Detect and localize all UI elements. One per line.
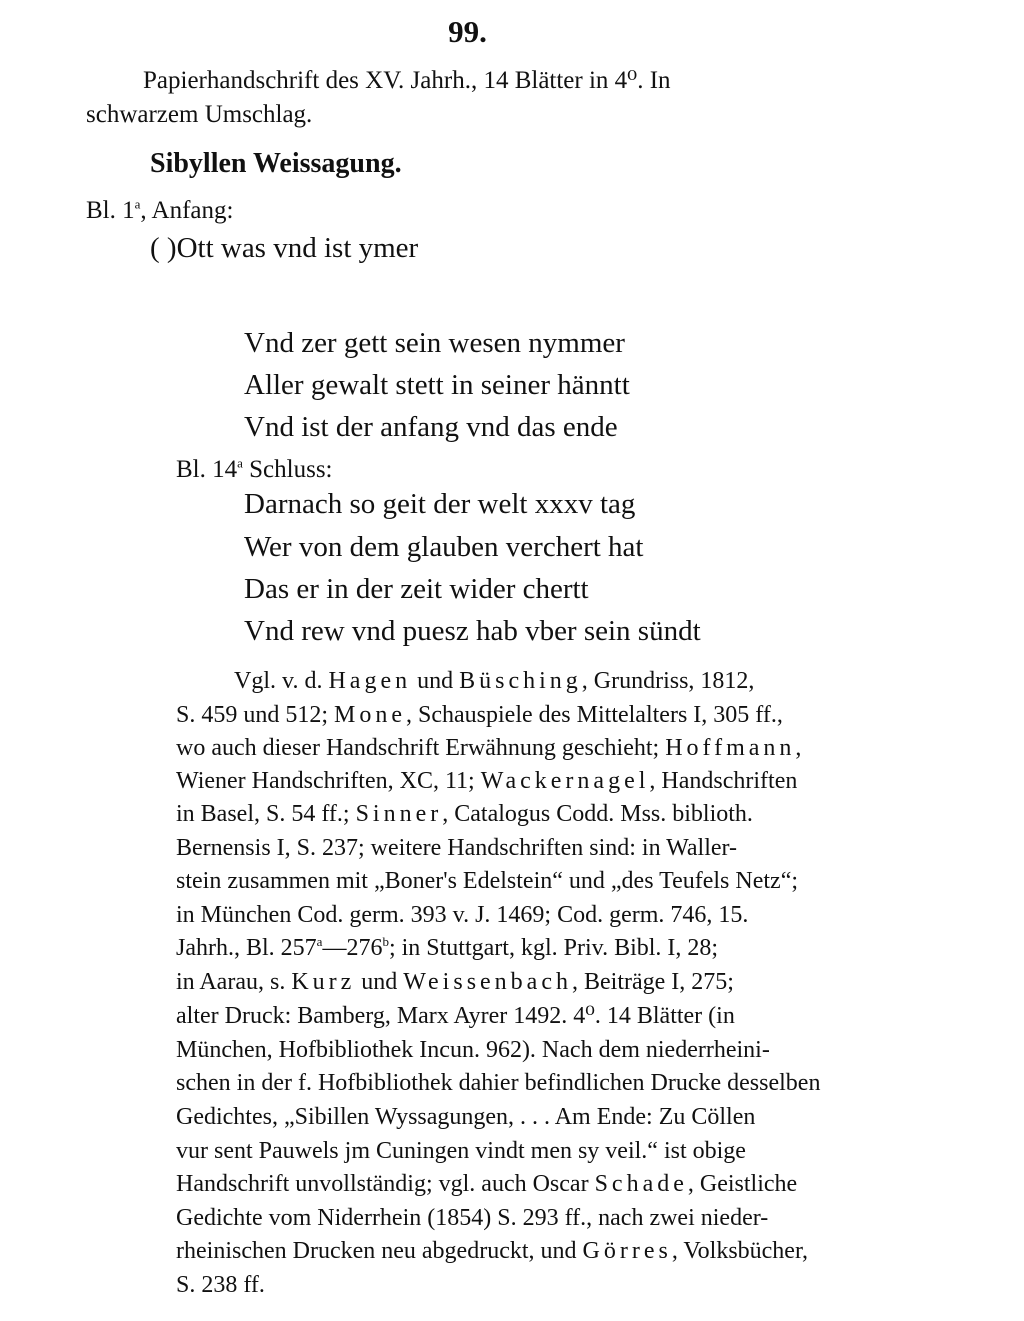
note-line-1-a: Vgl. v. d. <box>234 668 329 694</box>
note-line-2-c: , Schauspiele des Mittelalters I, 305 ff., <box>406 702 783 728</box>
note-line-5-c: , Catalogus Codd. Mss. biblioth. <box>442 801 753 827</box>
end-reference <box>176 457 333 482</box>
end-verse-3: Das er in der zeit wider chertt <box>244 573 589 605</box>
note-line-2 <box>176 703 783 727</box>
note-line-17: Gedichte vom Niderrhein (1854) S. 293 ff., nach zwei nieder- <box>176 1205 769 1231</box>
note-line-15: vur sent Pauwels jm Cuningen vindt men sy veil.“ ist obige <box>176 1138 746 1164</box>
end-verse-4: Vnd rew vnd puesz hab vber sein sündt <box>244 615 701 647</box>
note-line-9-a: Jahrh., Bl. 257 <box>176 935 317 961</box>
note-line-10-e: , Beiträge I, 275; <box>571 969 734 995</box>
note-line-18-a: rheinischen Drucken neu abgedruckt, und <box>176 1238 583 1264</box>
author-hagen: Hagen <box>328 668 412 694</box>
start-verse-3: Aller gewalt stett in seiner hänntt <box>244 369 630 401</box>
note-line-6: Bernensis I, S. 237; weitere Handschriften sind: in Waller- <box>176 835 738 861</box>
start-reference-prefix: Bl. 1 <box>86 197 135 224</box>
start-reference <box>86 198 233 223</box>
start-verse-1: ( )Ott was vnd ist ymer <box>150 232 419 264</box>
note-line-9-c: ; in Stuttgart, kgl. Priv. Bibl. I, 28; <box>388 935 719 961</box>
note-line-1 <box>234 669 944 693</box>
note-line-9 <box>176 936 718 960</box>
note-line-4-c: , Handschriften <box>649 768 798 794</box>
entry-title: Sibyllen Weissagung. <box>150 148 402 179</box>
note-line-4 <box>176 769 797 793</box>
note-line-11: alter Druck: Bamberg, Marx Ayrer 1492. 4⁰. 14 Blätter (in <box>176 1003 735 1029</box>
author-goerres: Görres <box>582 1238 672 1264</box>
end-reference-suffix: Schluss: <box>242 456 333 483</box>
start-reference-sup: a <box>134 196 141 212</box>
note-line-3-a: wo auch dieser Handschrift Erwähnung geschieht; <box>176 735 666 761</box>
author-wackernagel: Wackernagel <box>480 768 650 794</box>
page-number: 99. <box>448 14 487 49</box>
note-line-9-sup-2: b <box>382 934 389 949</box>
author-mone: Mone <box>334 702 407 728</box>
note-line-12: München, Hofbibliothek Incun. 962). Nach dem niederrheini- <box>176 1037 770 1063</box>
description-line-2: schwarzem Umschlag. <box>86 101 313 128</box>
note-line-18 <box>176 1239 808 1263</box>
note-line-13: schen in der f. Hofbibliothek dahier befindlichen Drucke desselben <box>176 1070 821 1096</box>
end-reference-prefix: Bl. 14 <box>176 456 238 483</box>
note-line-5-a: in Basel, S. 54 ff.; <box>176 801 356 827</box>
end-verse-2: Wer von dem glauben verchert hat <box>244 531 644 563</box>
note-line-10 <box>176 970 734 994</box>
start-verse-4: Vnd ist der anfang vnd das ende <box>244 411 618 443</box>
author-sinner: Sinner <box>355 801 443 827</box>
note-line-10-c: und <box>355 969 404 995</box>
end-verse-1: Darnach so geit der welt xxxv tag <box>244 488 636 520</box>
note-line-18-c: , Volksbücher, <box>671 1238 808 1264</box>
start-reference-suffix: , Anfang: <box>140 197 234 224</box>
note-line-3 <box>176 736 801 760</box>
note-line-2-a: S. 459 und 512; <box>176 702 335 728</box>
note-line-19: S. 238 ff. <box>176 1272 265 1298</box>
note-line-9-b: —276 <box>322 935 383 961</box>
author-kurz: Kurz <box>291 969 356 995</box>
note-line-16 <box>176 1172 797 1196</box>
note-line-10-a: in Aarau, s. <box>176 969 292 995</box>
note-line-16-a: Handschrift unvollständig; vgl. auch Oscar <box>176 1171 595 1197</box>
note-line-1-c: und <box>411 668 460 694</box>
author-weissenbach: Weissenbach <box>403 969 572 995</box>
author-schade: Schade <box>594 1171 688 1197</box>
start-verse-2: Vnd zer gett sein wesen nymmer <box>244 327 625 359</box>
end-reference-sup: a <box>237 455 243 471</box>
author-hoffmann: Hoffmann <box>665 735 796 761</box>
description-line-1: Papierhandschrift des XV. Jahrh., 14 Blätter in 4⁰. In <box>143 67 671 94</box>
note-line-1-e: , Grundriss, 1812, <box>581 668 755 694</box>
note-line-9-sup-1: a <box>316 934 323 949</box>
note-line-5 <box>176 802 753 826</box>
author-buesching: Büsching <box>459 668 582 694</box>
note-line-7: stein zusammen mit „Boner's Edelstein“ und „des Teufels Netz“; <box>176 868 799 894</box>
note-line-4-a: Wiener Handschriften, XC, 11; <box>176 768 481 794</box>
note-line-14: Gedichtes, „Sibillen Wyssagungen, . . . Am Ende: Zu Cöllen <box>176 1104 756 1130</box>
note-line-3-c: , <box>795 735 802 761</box>
note-line-16-c: , Geistliche <box>687 1171 798 1197</box>
note-line-8: in München Cod. germ. 393 v. J. 1469; Cod. germ. 746, 15. <box>176 902 749 928</box>
